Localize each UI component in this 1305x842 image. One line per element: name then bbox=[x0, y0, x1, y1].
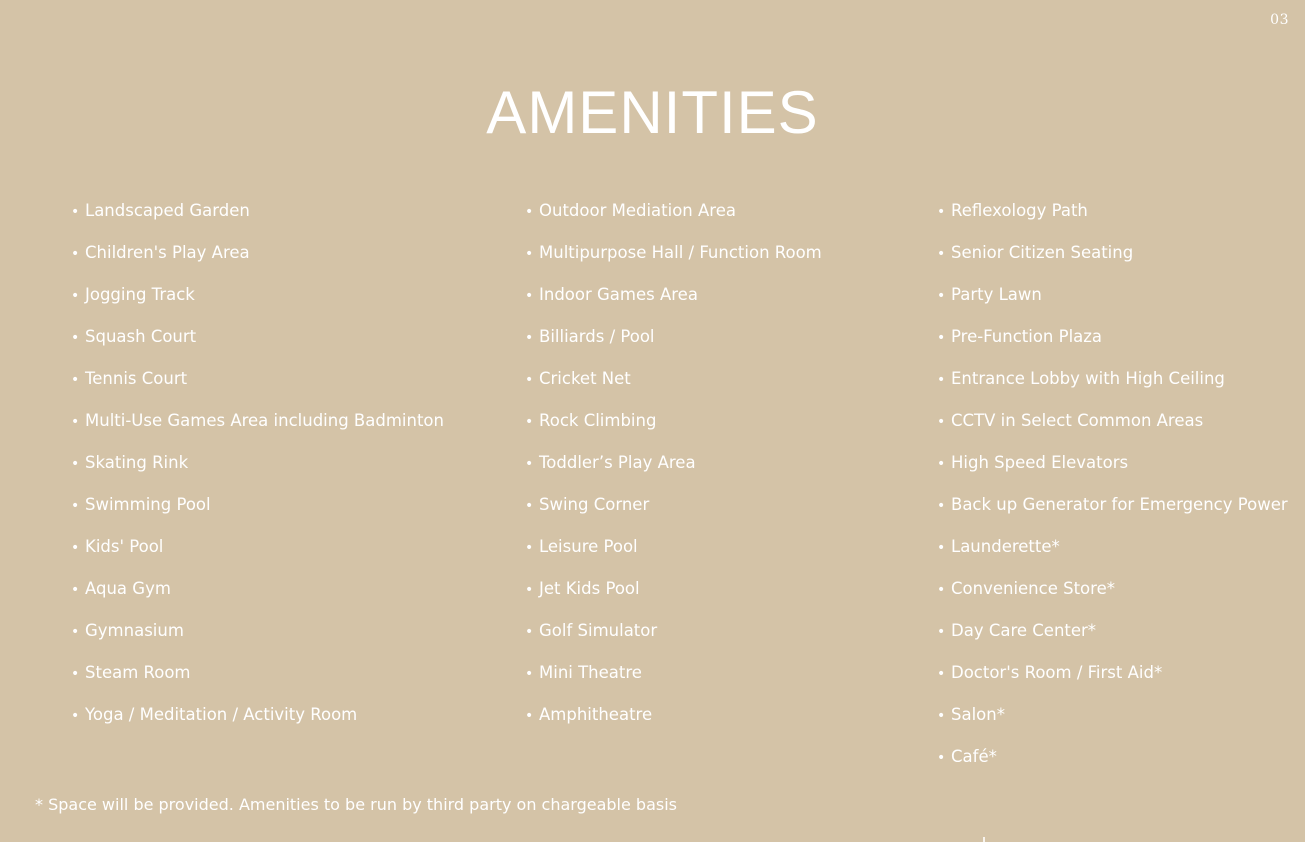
amenity-label: Salon* bbox=[951, 705, 1005, 724]
amenity-item bbox=[525, 535, 822, 577]
amenity-item bbox=[937, 451, 1288, 493]
bullet-icon: • bbox=[525, 708, 534, 724]
bullet-icon: • bbox=[937, 414, 946, 430]
bullet-icon: • bbox=[71, 624, 80, 640]
amenity-item bbox=[71, 493, 444, 535]
amenities-column-1 bbox=[71, 199, 444, 745]
amenity-item bbox=[525, 451, 822, 493]
bullet-icon: • bbox=[71, 708, 80, 724]
amenity-label: Outdoor Mediation Area bbox=[539, 201, 736, 220]
amenity-item bbox=[937, 241, 1288, 283]
amenity-label: Convenience Store* bbox=[951, 579, 1115, 598]
amenity-item bbox=[525, 661, 822, 703]
amenity-item bbox=[525, 577, 822, 619]
bullet-icon: • bbox=[525, 330, 534, 346]
amenity-label: Senior Citizen Seating bbox=[951, 243, 1134, 262]
amenity-label: Rock Climbing bbox=[539, 411, 657, 430]
bullet-icon: • bbox=[71, 246, 80, 262]
amenity-item bbox=[937, 661, 1288, 703]
bullet-icon: • bbox=[525, 456, 534, 472]
bullet-icon: • bbox=[525, 582, 534, 598]
bullet-icon: • bbox=[937, 540, 946, 556]
bullet-icon: • bbox=[71, 204, 80, 220]
amenity-item bbox=[937, 745, 1288, 787]
bullet-icon: • bbox=[525, 624, 534, 640]
amenity-label: Gymnasium bbox=[85, 621, 184, 640]
bullet-icon: • bbox=[71, 414, 80, 430]
amenity-label: Jogging Track bbox=[85, 285, 195, 304]
amenity-label: Back up Generator for Emergency Power bbox=[951, 495, 1288, 514]
amenity-item bbox=[525, 703, 822, 745]
bullet-icon: • bbox=[71, 540, 80, 556]
amenity-label: Doctor's Room / First Aid* bbox=[951, 663, 1163, 682]
bullet-icon: • bbox=[937, 498, 946, 514]
amenity-item bbox=[71, 325, 444, 367]
amenity-item bbox=[71, 199, 444, 241]
bullet-icon: • bbox=[71, 582, 80, 598]
amenity-label: Amphitheatre bbox=[539, 705, 653, 724]
bullet-icon: • bbox=[71, 372, 80, 388]
amenity-item bbox=[525, 367, 822, 409]
amenity-label: Squash Court bbox=[85, 327, 197, 346]
amenity-label: Cricket Net bbox=[539, 369, 631, 388]
amenity-item bbox=[937, 325, 1288, 367]
bullet-icon: • bbox=[71, 456, 80, 472]
bullet-icon: • bbox=[937, 372, 946, 388]
amenity-label: Kids' Pool bbox=[85, 537, 164, 556]
amenity-label: Indoor Games Area bbox=[539, 285, 698, 304]
amenity-item bbox=[525, 409, 822, 451]
bullet-icon: • bbox=[525, 204, 534, 220]
amenity-item bbox=[71, 661, 444, 703]
bullet-icon: • bbox=[937, 666, 946, 682]
amenity-item bbox=[937, 493, 1288, 535]
bullet-icon: • bbox=[937, 708, 946, 724]
amenity-item bbox=[71, 577, 444, 619]
bullet-icon: • bbox=[937, 204, 946, 220]
bullet-icon: • bbox=[937, 456, 946, 472]
amenity-item bbox=[937, 367, 1288, 409]
amenity-label: Swimming Pool bbox=[85, 495, 211, 514]
amenity-item bbox=[525, 493, 822, 535]
amenity-item bbox=[525, 283, 822, 325]
amenity-item bbox=[937, 535, 1288, 577]
amenity-label: Swing Corner bbox=[539, 495, 650, 514]
bullet-icon: • bbox=[937, 582, 946, 598]
amenity-label: Multi-Use Games Area including Badminton bbox=[85, 411, 444, 430]
amenity-label: Toddler’s Play Area bbox=[539, 453, 696, 472]
bullet-icon: • bbox=[71, 330, 80, 346]
bullet-icon: • bbox=[937, 246, 946, 262]
bullet-icon: • bbox=[937, 624, 946, 640]
bullet-icon: • bbox=[525, 414, 534, 430]
amenities-column-3 bbox=[937, 199, 1288, 787]
bullet-icon: • bbox=[525, 540, 534, 556]
amenity-item bbox=[937, 283, 1288, 325]
bullet-icon: • bbox=[525, 372, 534, 388]
page-number: 03 bbox=[1270, 12, 1289, 28]
amenity-label: Reflexology Path bbox=[951, 201, 1088, 220]
amenity-label: Multipurpose Hall / Function Room bbox=[539, 243, 822, 262]
bullet-icon: • bbox=[937, 330, 946, 346]
amenity-label: Mini Theatre bbox=[539, 663, 642, 682]
corner-mark bbox=[983, 837, 985, 842]
bullet-icon: • bbox=[525, 288, 534, 304]
amenity-label: Golf Simulator bbox=[539, 621, 658, 640]
amenity-item bbox=[71, 703, 444, 745]
footnote: * Space will be provided. Amenities to be run by third party on chargeable basis bbox=[35, 795, 678, 814]
amenity-item bbox=[71, 283, 444, 325]
amenity-item bbox=[937, 409, 1288, 451]
amenity-label: Day Care Center* bbox=[951, 621, 1097, 640]
bullet-icon: • bbox=[71, 288, 80, 304]
amenity-item bbox=[937, 703, 1288, 745]
amenity-item bbox=[71, 619, 444, 661]
amenity-label: Pre-Function Plaza bbox=[951, 327, 1103, 346]
amenity-label: Yoga / Meditation / Activity Room bbox=[85, 705, 358, 724]
amenity-item bbox=[71, 535, 444, 577]
amenity-item bbox=[937, 577, 1288, 619]
amenity-label: Landscaped Garden bbox=[85, 201, 250, 220]
bullet-icon: • bbox=[937, 288, 946, 304]
bullet-icon: • bbox=[525, 498, 534, 514]
amenity-item bbox=[525, 241, 822, 283]
page-title: AMENITIES bbox=[486, 79, 819, 146]
amenity-label: Children's Play Area bbox=[85, 243, 250, 262]
amenity-item bbox=[525, 199, 822, 241]
bullet-icon: • bbox=[525, 246, 534, 262]
amenity-label: Party Lawn bbox=[951, 285, 1042, 304]
amenity-label: Steam Room bbox=[85, 663, 191, 682]
amenity-item bbox=[71, 367, 444, 409]
amenity-label: Café* bbox=[951, 747, 997, 766]
amenity-item bbox=[525, 619, 822, 661]
amenity-label: High Speed Elevators bbox=[951, 453, 1129, 472]
amenity-label: Aqua Gym bbox=[85, 579, 171, 598]
bullet-icon: • bbox=[937, 750, 946, 766]
amenity-item bbox=[525, 325, 822, 367]
amenity-label: Leisure Pool bbox=[539, 537, 638, 556]
amenity-item bbox=[71, 451, 444, 493]
amenity-item bbox=[937, 199, 1288, 241]
amenity-label: Jet Kids Pool bbox=[539, 579, 640, 598]
bullet-icon: • bbox=[71, 666, 80, 682]
amenity-label: Launderette* bbox=[951, 537, 1060, 556]
bullet-icon: • bbox=[71, 498, 80, 514]
amenity-item bbox=[937, 619, 1288, 661]
amenity-label: Tennis Court bbox=[85, 369, 188, 388]
amenities-column-2 bbox=[525, 199, 822, 745]
amenity-item bbox=[71, 409, 444, 451]
bullet-icon: • bbox=[525, 666, 534, 682]
amenity-label: CCTV in Select Common Areas bbox=[951, 411, 1204, 430]
amenity-label: Entrance Lobby with High Ceiling bbox=[951, 369, 1225, 388]
amenity-label: Skating Rink bbox=[85, 453, 189, 472]
amenity-label: Billiards / Pool bbox=[539, 327, 655, 346]
amenity-item bbox=[71, 241, 444, 283]
